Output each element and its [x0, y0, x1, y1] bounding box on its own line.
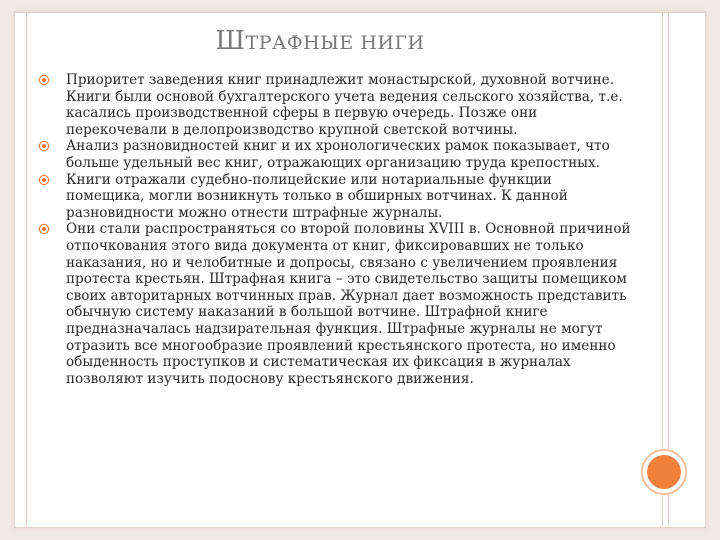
bullet-ornament-icon [38, 174, 50, 186]
decorative-circle-icon [641, 449, 687, 495]
bullet-item [34, 172, 634, 222]
bullet-ornament-icon [38, 223, 50, 235]
slide-title [0, 26, 640, 56]
bullet-ornament-icon [38, 140, 50, 152]
bullet-list [34, 72, 634, 387]
bullet-ornament-icon [38, 74, 50, 86]
left-border-rule [26, 12, 27, 526]
bullet-text: Книги отражали судебно-полицейские или нотариальные функции помещика, могли возникнуть только в обширных вотчинах. К данной разновидности можно отнести штрафные журналы. [66, 171, 568, 221]
decorative-circle-fill [647, 455, 681, 489]
bullet-text: Они стали распространяться со второй половины XVIII в. Основной причиной отпочкования этого вида документа от книг, фиксировавших не только наказания, но и челобитные и допросы, связано с увеличением проявления протеста крестьян. Штрафная книга – это свидетельство защиты помещиком своих авторитарных вотчинных прав. Журнал дает возможность представить обычную систему наказаний в большой вотчине. Штрафной книге предназначалась надзирательная функция. Штрафные журналы не могут отразить все многообразие проявлений крестьянского протеста, но именно обыденность проступков и систематическая их фиксация в журналах позволяют изучить подоснову крестьянского движения. [66, 221, 631, 387]
bullet-item [34, 72, 634, 138]
bullet-item [34, 221, 634, 387]
bullet-text: Приоритет заведения книг принадлежит монастырской, духовной вотчине. Книги были основой бухгалтерского учета ведения сельского хозяйства, т.е. касались производственной сферы в первую очередь. Позже они перекочевали в делопроизводство крупной светской вотчины. [66, 72, 623, 138]
bullet-item [34, 138, 634, 171]
bullet-text: Анализ разновидностей книг и их хронологических рамок показывает, что больше удельный вес книг, отражающих организацию труда крепостных. [66, 138, 610, 171]
slide-title-rest: ТРАФНЫЕ НИГИ [245, 32, 425, 54]
slide-title-initial: Ш [215, 26, 246, 56]
